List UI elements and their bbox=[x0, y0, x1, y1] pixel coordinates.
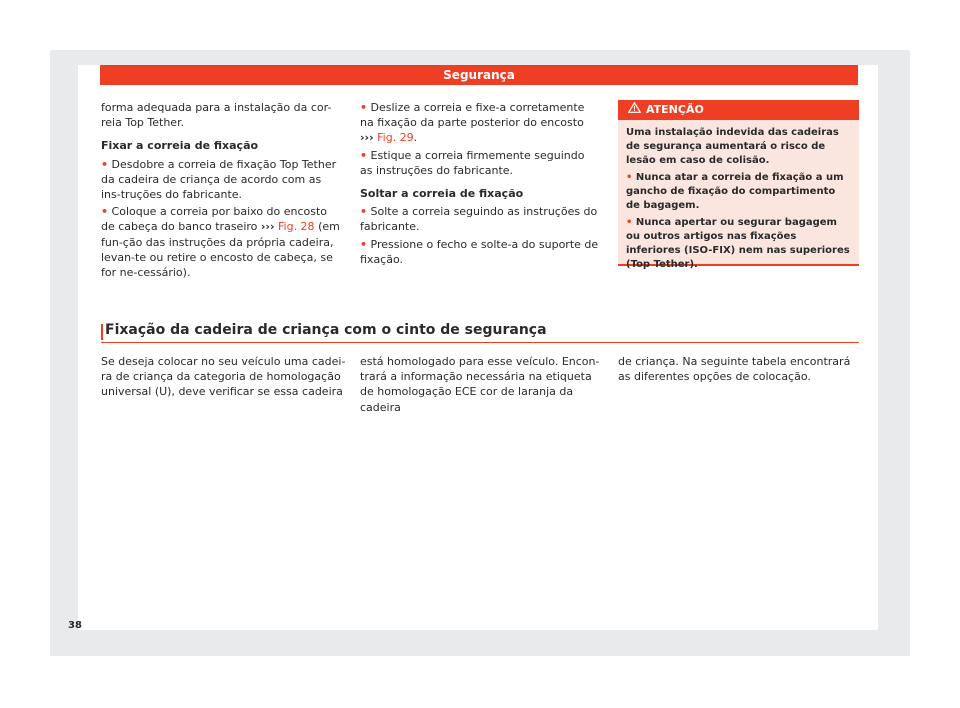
list-item-text: Desdobre a correia de fixação Top Tether da cadeira de criança de acordo com as ins-truções do fabricante. bbox=[101, 157, 337, 202]
reference-arrows-icon: ››› bbox=[260, 220, 275, 234]
bullet-icon: • bbox=[360, 237, 368, 251]
list-item bbox=[360, 148, 600, 178]
page-number: 38 bbox=[68, 620, 82, 631]
figure-link[interactable]: Fig. 28 bbox=[278, 220, 315, 234]
section-column-3 bbox=[618, 354, 863, 392]
bullet-icon: • bbox=[101, 157, 109, 171]
list-item-text: Coloque a correia por baixo do encosto de cabeça do banco traseiro bbox=[101, 205, 328, 234]
list-item bbox=[101, 157, 341, 203]
list-item bbox=[101, 204, 341, 280]
column-1 bbox=[101, 100, 341, 288]
list-item bbox=[360, 204, 600, 234]
warning-body bbox=[618, 120, 859, 281]
section-title: Fixação da cadeira de criança com o cinto de segurança bbox=[101, 322, 859, 343]
reference-arrows-icon: ››› bbox=[360, 131, 374, 145]
list-item bbox=[626, 171, 851, 213]
list-item bbox=[626, 216, 851, 272]
bullet-icon: • bbox=[101, 205, 109, 219]
bullet-icon: • bbox=[626, 217, 633, 228]
punctuation: . bbox=[413, 131, 418, 145]
list-item-text: Nunca atar a correia de fixação a um gancho de fixação do compartimento de bagagem. bbox=[626, 172, 844, 211]
warning-triangle-icon bbox=[628, 100, 641, 120]
figure-link[interactable]: Fig. 29 bbox=[377, 131, 414, 145]
section-text: de criança. Na seguinte tabela encontrará as diferentes opções de colocação. bbox=[618, 355, 851, 384]
list-item-text: Solte a correia seguindo as instruções do fabricante. bbox=[360, 205, 598, 234]
warning-title: ATENÇÃO bbox=[646, 103, 704, 116]
list-item-text: (em fun-ção das instruções da própria cadeira, levan-te ou retire o encosto de cabeça, se for ne-cessário). bbox=[101, 220, 340, 280]
list-item-text: Nunca apertar ou segurar bagagem ou outros artigos nas fixações inferiores (ISO-FIX) nem nas superiores (Top Tether). bbox=[626, 217, 850, 270]
heading-soltar: Soltar a correia de fixação bbox=[360, 187, 524, 201]
section-text: está homologado para esse veículo. Encon-trará a informação necessária na etiqueta de homologação ECE cor de laranja da cadeira bbox=[360, 355, 600, 414]
list-item bbox=[360, 100, 600, 146]
heading-fixar: Fixar a correia de fixação bbox=[101, 139, 259, 153]
list-item bbox=[360, 237, 600, 267]
list-item-text: Pressione o fecho e solte-a do suporte de fixação. bbox=[360, 237, 599, 266]
list-item-text: Estique a correia firmemente seguindo as instruções do fabricante. bbox=[360, 148, 585, 177]
section-text: Se deseja colocar no seu veículo uma cadei-ra de criança da categoria de homologação universal (U), deve verificar se essa cadeira bbox=[101, 355, 346, 399]
warning-box bbox=[618, 100, 859, 270]
intro-text: forma adequada para a instalação da cor-reia Top Tether. bbox=[101, 101, 332, 130]
chapter-header: Segurança bbox=[100, 65, 858, 85]
bullet-icon: • bbox=[360, 101, 368, 114]
warning-intro: Uma instalação indevida das cadeiras de segurança aumentará o risco de lesão em caso de colisão. bbox=[626, 127, 839, 166]
list-item-text: Deslize a correia e fixe-a corretamente na fixação da parte posterior do encosto bbox=[360, 101, 585, 130]
bullet-icon: • bbox=[360, 148, 368, 162]
warning-header bbox=[618, 100, 859, 120]
bullet-icon: • bbox=[360, 205, 368, 219]
column-2 bbox=[360, 100, 600, 275]
bullet-icon: • bbox=[626, 172, 633, 183]
section-column-1 bbox=[101, 354, 346, 408]
section-column-2 bbox=[360, 354, 605, 423]
